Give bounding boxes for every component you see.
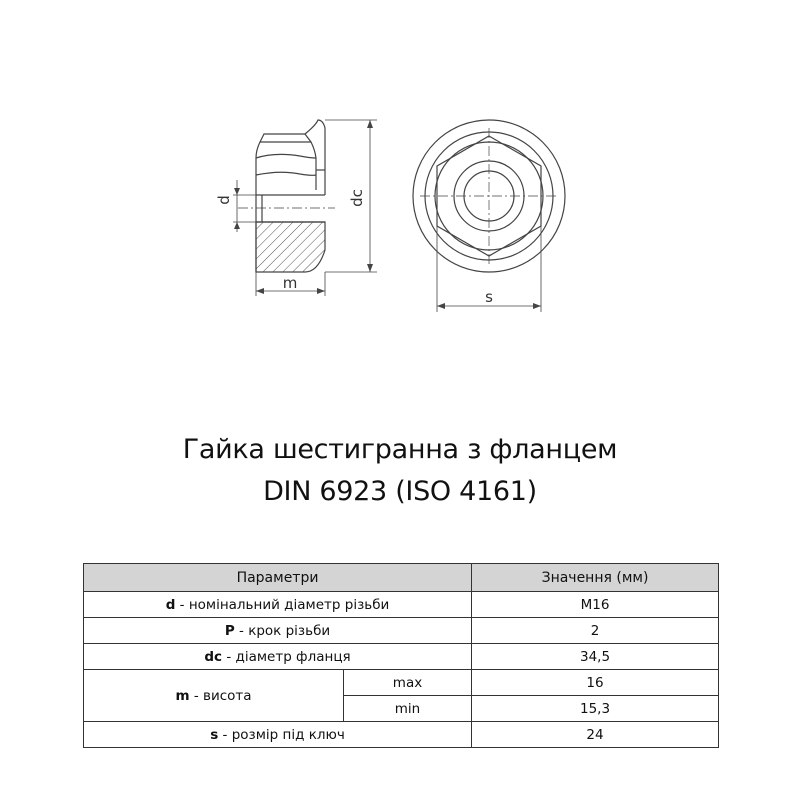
label-m: m: [282, 274, 298, 292]
value-cell: M16: [472, 592, 719, 618]
param-symbol: dc: [204, 648, 223, 665]
param-cell: [84, 644, 472, 670]
param-desc: - номінальний діаметр різьби: [175, 596, 390, 613]
value-cell: 24: [472, 722, 719, 748]
value-cell: 15,3: [472, 696, 719, 722]
table-row: [84, 618, 719, 644]
table-row: [84, 644, 719, 670]
param-cell: [84, 670, 344, 722]
param-cell: [84, 618, 472, 644]
nut-front-view: [413, 120, 565, 312]
label-s: s: [485, 288, 493, 306]
spec-table: [83, 563, 719, 748]
technical-drawing: [0, 0, 800, 360]
param-symbol: m: [175, 687, 190, 704]
param-desc: - розмір під ключ: [218, 726, 345, 743]
label-d: d: [215, 195, 233, 205]
header-param: Параметри: [84, 564, 472, 592]
param-desc: - крок різьби: [234, 622, 331, 639]
table-header-row: [84, 564, 719, 592]
label-dc: dc: [348, 189, 366, 207]
value-cell: 16: [472, 670, 719, 696]
param-cell: [84, 722, 472, 748]
table-row: [84, 722, 719, 748]
table-row: [84, 592, 719, 618]
sub-label-cell: min: [344, 696, 472, 722]
param-symbol: s: [210, 726, 219, 743]
nut-side-view: [233, 120, 377, 296]
page-title: Гайка шестигранна з фланцем: [182, 434, 618, 465]
header-value: Значення (мм): [472, 564, 719, 592]
page-subtitle: DIN 6923 (ISO 4161): [263, 476, 537, 507]
param-symbol: d: [165, 596, 176, 613]
value-cell: 34,5: [472, 644, 719, 670]
param-symbol: P: [224, 622, 235, 639]
value-cell: 2: [472, 618, 719, 644]
param-desc: - діаметр фланця: [222, 648, 351, 665]
param-cell: [84, 592, 472, 618]
table-row: [84, 670, 719, 696]
param-desc: - висота: [189, 687, 252, 704]
sub-label-cell: max: [344, 670, 472, 696]
